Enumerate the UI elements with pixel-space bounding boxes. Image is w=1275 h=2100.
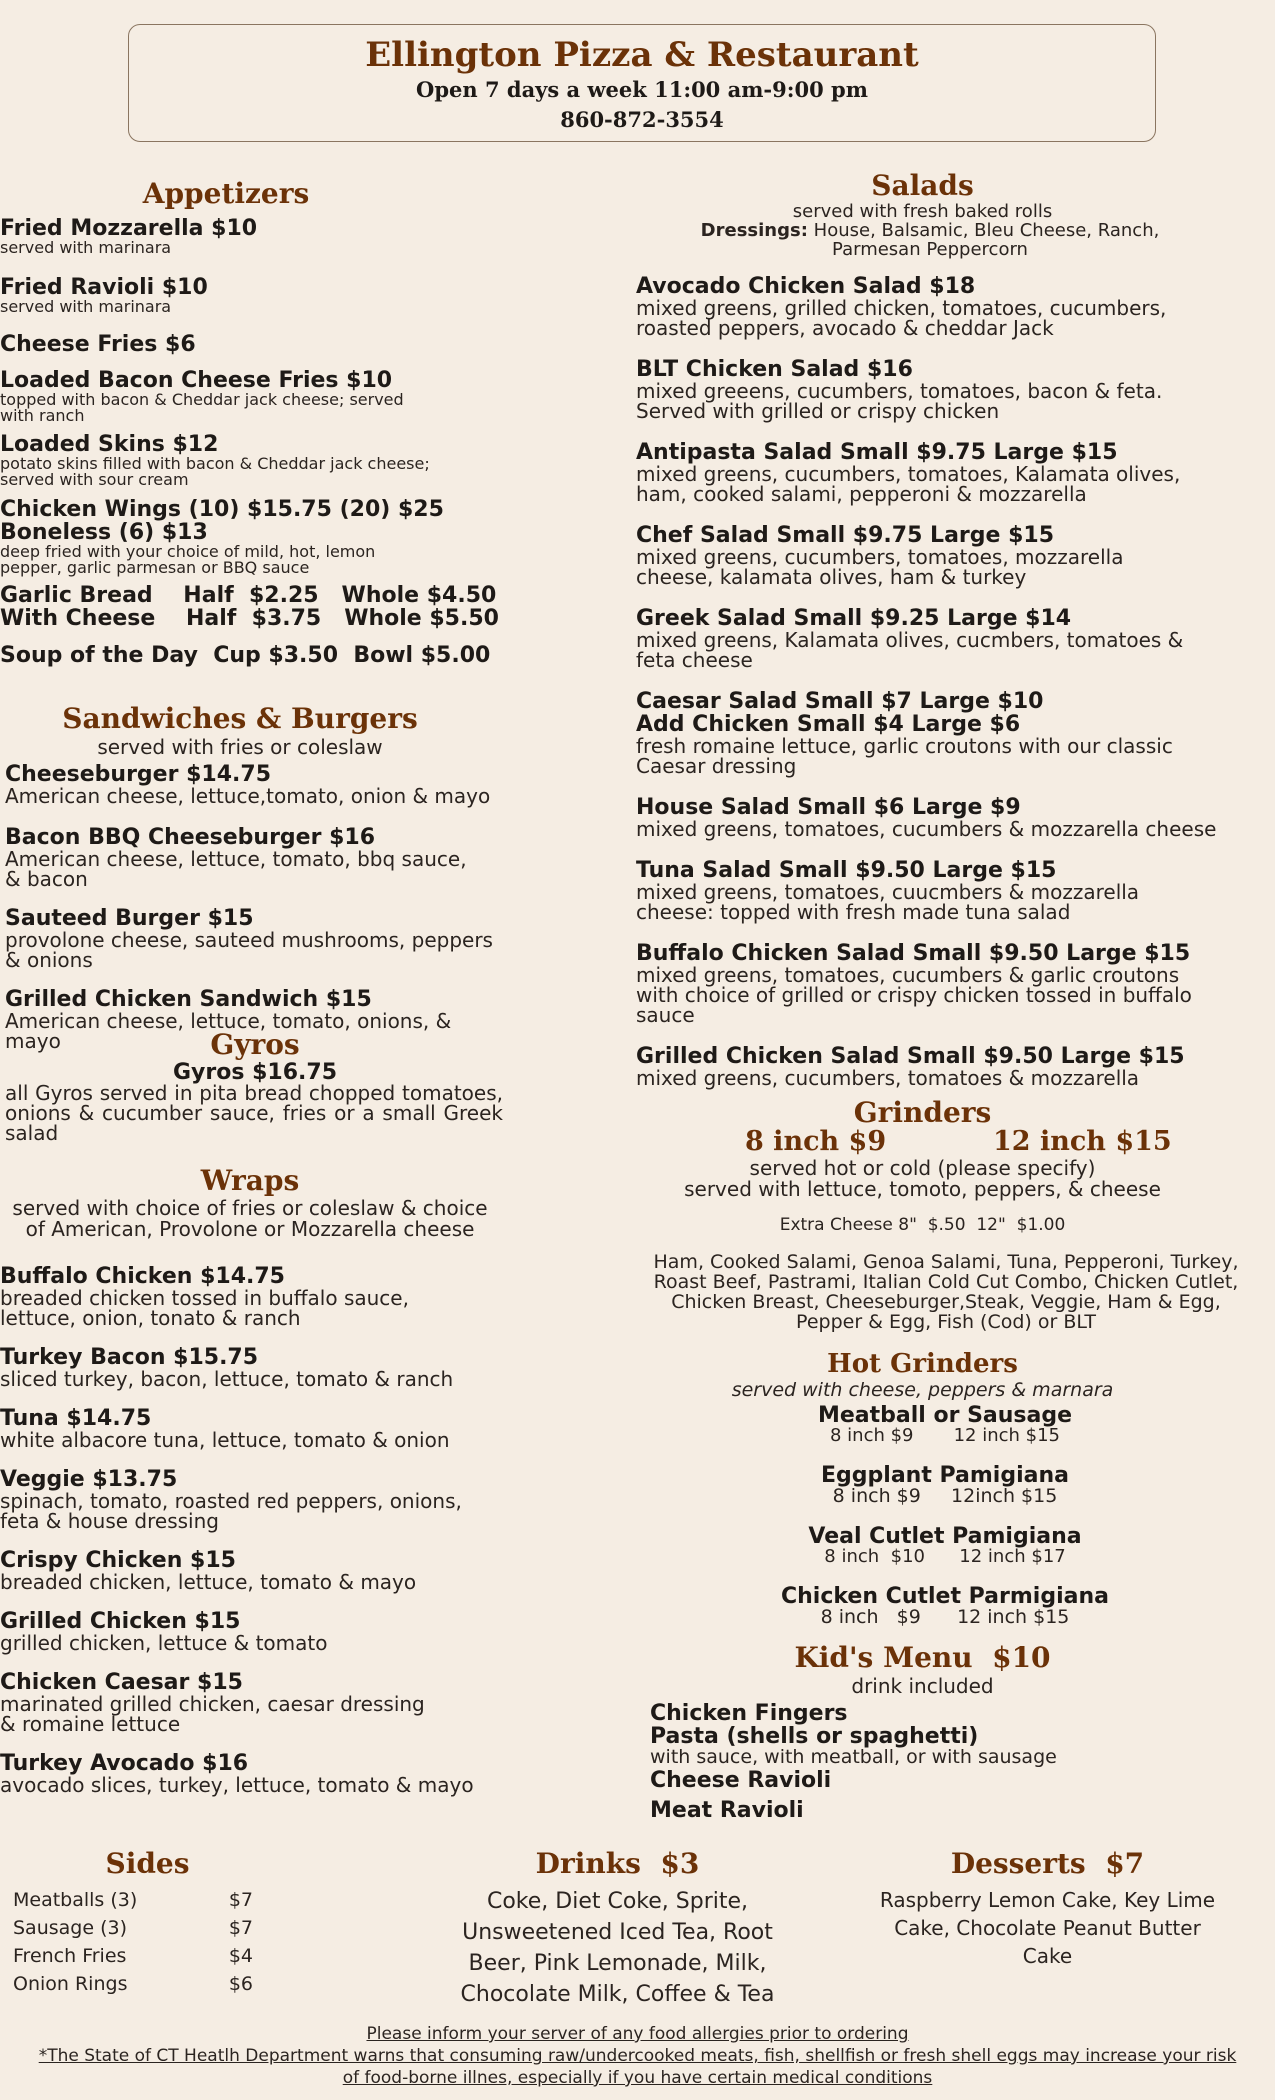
list-item — [0, 1407, 500, 1450]
salads-subtitle: served with fresh baked rolls — [792, 201, 1053, 222]
item-name: Veggie $13.75 — [0, 1467, 178, 1492]
kids-subtitle: drink included — [851, 1674, 994, 1698]
item-name: Garlic Bread Half $2.25 Whole $4.50 — [0, 583, 497, 608]
item-name-secondary: With Cheese Half $3.75 Whole $5.50 — [0, 606, 499, 631]
desserts-title: Desserts $7 — [950, 1847, 1145, 1880]
list-item — [636, 1045, 1236, 1088]
grinders-line1: served hot or cold (please specify) — [749, 1156, 1096, 1180]
item-name: Turkey Bacon $15.75 — [0, 1345, 259, 1370]
item-name: House Salad Small $6 Large $9 — [636, 795, 1021, 820]
item-description: mixed greeens, cucumbers, tomatoes, bacon & feta. Served with grilled or crispy chicken — [636, 379, 1163, 423]
item-name: Grilled Chicken Sandwich $15 — [5, 987, 372, 1012]
list-item — [0, 498, 470, 576]
item-description: served with marinara — [0, 297, 172, 316]
list-item: Meat Ravioli — [650, 1798, 804, 1823]
item-price: 8 inch $9 12inch $15 — [832, 1485, 1058, 1507]
list-item — [0, 217, 470, 256]
item-name: Antipasta Salad Small $9.75 Large $15 — [636, 440, 1118, 465]
grinders-extra-cheese: Extra Cheese 8" $.50 12" $1.00 — [779, 1215, 1066, 1235]
item-price: $6 — [228, 1973, 253, 1995]
item-description: breaded chicken tossed in buffalo sauce, lettuce, onion, tonato & ranch — [0, 1286, 409, 1330]
list-item — [13, 1970, 253, 1998]
item-name: BLT Chicken Salad $16 — [636, 357, 913, 382]
list-item — [0, 643, 491, 668]
item-price: $7 — [228, 1917, 253, 1939]
item-description: mixed greens, tomatoes, cuucmbers & mozzarella cheese: topped with fresh made tuna salad — [636, 880, 1140, 924]
list-item — [5, 826, 500, 889]
item-name: French Fries — [13, 1945, 127, 1967]
item-name: Meatballs (3) — [13, 1889, 138, 1911]
drinks-title: Drinks $3 — [535, 1847, 700, 1880]
list-item — [636, 942, 1236, 1025]
list-item — [0, 333, 470, 356]
grinders-size-large: 12 inch $15 — [993, 1126, 1172, 1157]
item-name: Sausage (3) — [13, 1917, 127, 1939]
list-item — [0, 1468, 500, 1531]
item-description: mixed greens, grilled chicken, tomatoes, cucumbers, roasted peppers, avocado & cheddar Jack — [636, 296, 1167, 340]
desserts-list: Raspberry Lemon Cake, Key Lime Cake, Chocolate Peanut Butter Cake — [879, 1888, 1216, 1968]
item-name: Cheese Fries $6 — [0, 332, 196, 357]
hot-grinders-list — [780, 1404, 1110, 1627]
list-item: Pasta (shells or spaghetti) — [650, 1724, 979, 1749]
list-item — [0, 433, 470, 488]
item-name: Avocado Chicken Salad $18 — [636, 274, 976, 299]
salads-title: Salads — [871, 169, 974, 202]
phone-number: 860-872-3554 — [560, 107, 724, 132]
item-description: mixed greens, tomatoes, cucumbers & mozzarella cheese — [636, 817, 1217, 841]
list-item: Chicken Fingers — [650, 1701, 848, 1726]
list-item — [0, 369, 470, 424]
item-name: Chicken Caesar $15 — [0, 1670, 243, 1695]
item-name: Chef Salad Small $9.75 Large $15 — [636, 523, 1055, 548]
restaurant-name: Ellington Pizza & Restaurant — [365, 35, 919, 75]
item-name: Meatball or Sausage — [817, 1403, 1073, 1428]
item-description: American cheese, lettuce, tomato, onions, & mayo — [5, 1009, 452, 1053]
item-name: Caesar Salad Small $7 Large $10 — [636, 689, 1044, 714]
item-price: 8 inch $9 12 inch $15 — [820, 1606, 1070, 1628]
list-item — [636, 796, 1236, 839]
list-item — [0, 583, 499, 631]
item-description: avocado slices, turkey, lettuce, tomato & mayo — [0, 1773, 474, 1797]
item-price: 8 inch $9 12 inch $15 — [830, 1425, 1060, 1446]
list-item — [636, 441, 1236, 504]
appetizers-title: Appetizers — [142, 177, 310, 210]
header-box — [128, 24, 1156, 142]
item-description: mixed greens, Kalamata olives, cucmbers, tomatoes & feta cheese — [636, 628, 1184, 672]
list-item — [636, 275, 1236, 338]
item-name: Eggplant Pamigiana — [821, 1463, 1069, 1488]
list-item — [780, 1525, 1110, 1566]
grinders-line2: served with lettuce, tomoto, peppers, & cheese — [684, 1177, 1161, 1201]
item-name: Turkey Avocado $16 — [0, 1751, 249, 1776]
item-description: deep fried with your choice of mild, hot, lemon pepper, garlic parmesan or BBQ sauce — [0, 542, 376, 577]
item-name: Onion Rings — [13, 1973, 128, 1995]
item-name: Cheeseburger $14.75 — [5, 762, 271, 787]
list-item — [636, 690, 1236, 776]
item-description: sliced turkey, bacon, lettuce, tomato & ranch — [0, 1367, 454, 1391]
item-name: Grilled Chicken Salad Small $9.50 Large $15 — [636, 1044, 1185, 1069]
hot-grinders-subtitle: served with cheese, peppers & marnara — [731, 1379, 1114, 1401]
item-name: Crispy Chicken $15 — [0, 1548, 236, 1573]
list-item — [780, 1585, 1110, 1627]
item-description: mixed greens, cucumbers, tomatoes, Kalamata olives, ham, cooked salami, pepperoni & mozzarella — [636, 462, 1181, 506]
item-name: Buffalo Chicken $14.75 — [0, 1264, 285, 1289]
salads-dressings — [660, 221, 1200, 259]
item-name: Soup of the Day Cup $3.50 Bowl $5.00 — [0, 643, 491, 668]
item-name: Buffalo Chicken Salad Small $9.50 Large $15 — [636, 941, 1191, 966]
sides-title: Sides — [105, 1847, 190, 1880]
item-description: American cheese, lettuce, tomato, bbq sauce, & bacon — [5, 847, 467, 891]
list-item — [780, 1464, 1110, 1506]
list-item — [5, 763, 500, 806]
item-name-secondary: Boneless (6) $13 — [0, 520, 208, 545]
item-name: Bacon BBQ Cheeseburger $16 — [5, 825, 376, 850]
item-name: Sauteed Burger $15 — [5, 906, 254, 931]
item-price: $7 — [228, 1889, 253, 1911]
sides-list — [13, 1886, 253, 1998]
sandwiches-list — [5, 763, 500, 1069]
item-price: 8 inch $10 12 inch $17 — [824, 1546, 1066, 1567]
list-item — [636, 524, 1236, 587]
list-item — [13, 1942, 253, 1970]
gyros-description: all Gyros served in pita bread chopped tomatoes, onions & cucumber sauce, fries or a small Greek salad — [5, 1081, 503, 1145]
list-item — [780, 1404, 1110, 1445]
wraps-subtitle: served with choice of fries or coleslaw & choice of American, Provolone or Mozzarella cheese — [12, 1196, 488, 1241]
item-name: Loaded Bacon Cheese Fries $10 — [0, 368, 393, 393]
wraps-title: Wraps — [200, 1164, 300, 1197]
opening-hours: Open 7 days a week 11:00 am-9:00 pm — [416, 77, 868, 102]
item-name: Veal Cutlet Pamigiana — [808, 1524, 1082, 1549]
item-description: grilled chicken, lettuce & tomato — [0, 1631, 328, 1655]
sandwiches-subtitle: served with fries or coleslaw — [97, 735, 383, 759]
allergy-notice: Please inform your server of any food allergies prior to ordering — [366, 2024, 909, 2044]
gyros-price: Gyros $16.75 — [172, 1060, 337, 1085]
item-name: Tuna Salad Small $9.50 Large $15 — [636, 858, 1057, 883]
wraps-list — [0, 1265, 500, 1813]
gyros-title: Gyros — [210, 1028, 300, 1061]
list-item — [0, 1346, 500, 1389]
kids-list — [650, 1702, 1250, 1822]
list-item — [636, 859, 1236, 922]
item-name: Tuna $14.75 — [0, 1406, 152, 1431]
dressings-label: Dressings: — [700, 220, 808, 241]
item-description: marinated grilled chicken, caesar dressing & romaine lettuce — [0, 1692, 425, 1736]
kids-title: Kid's Menu $10 — [794, 1641, 1051, 1674]
grinders-list: Ham, Cooked Salami, Genoa Salami, Tuna, Pepperoni, Turkey, Roast Beef, Pastrami, Italian Cold Cut Combo, Chicken Cutlet, Chicken Breast, Cheeseburger,Steak, Veggie, Ham & Egg, Pepper & Egg, Fish (Cod) or BLT — [653, 1251, 1239, 1333]
list-item — [0, 276, 470, 315]
list-item — [13, 1914, 253, 1942]
list-item — [636, 358, 1236, 421]
health-warning: *The State of CT Heatlh Department warns that consuming raw/undercooked meats, fish, shellfish or fresh shell eggs may increase your risk of food-borne illnes, especially if you have certain medical conditions — [38, 2046, 1237, 2088]
item-name: Loaded Skins $12 — [0, 432, 219, 457]
salads-list — [636, 275, 1236, 1106]
list-item — [0, 1610, 500, 1653]
item-description: American cheese, lettuce,tomato, onion & mayo — [5, 784, 491, 808]
item-price: $4 — [228, 1945, 253, 1967]
item-description: potato skins filled with bacon & Cheddar jack cheese; served with sour cream — [0, 454, 430, 489]
sandwiches-title: Sandwiches & Burgers — [62, 702, 418, 735]
item-description: fresh romaine lettuce, garlic croutons with our classic Caesar dressing — [636, 734, 1173, 778]
item-description: with sauce, with meatball, or with sausage — [650, 1746, 1057, 1768]
item-description: served with marinara — [0, 238, 172, 257]
list-item: Cheese Ravioli — [650, 1768, 832, 1793]
list-item — [0, 1752, 500, 1795]
hot-grinders-title: Hot Grinders — [827, 1349, 1018, 1379]
item-name: Fried Ravioli $10 — [0, 275, 208, 300]
item-description: mixed greens, cucumbers, tomatoes & mozzarella — [636, 1066, 1140, 1090]
item-name: Fried Mozzarella $10 — [0, 216, 258, 241]
item-description: breaded chicken, lettuce, tomato & mayo — [0, 1570, 417, 1594]
item-name: Chicken Wings (10) $15.75 (20) $25 — [0, 497, 444, 522]
list-item — [0, 1265, 500, 1328]
drinks-list: Coke, Diet Coke, Sprite, Unsweetened Iced Tea, Root Beer, Pink Lemonade, Milk, Chocolate Milk, Coffee & Tea — [460, 1889, 775, 2007]
item-description: white albacore tuna, lettuce, tomato & onion — [0, 1428, 450, 1452]
item-name: Chicken Cutlet Parmigiana — [781, 1584, 1109, 1609]
grinders-title: Grinders — [853, 1096, 992, 1129]
appetizers-list — [0, 216, 499, 685]
item-description: topped with bacon & Cheddar jack cheese; served with ranch — [0, 390, 404, 425]
item-name: Greek Salad Small $9.25 Large $14 — [636, 606, 1072, 631]
item-name-secondary: Add Chicken Small $4 Large $6 — [636, 712, 1021, 737]
list-item — [636, 607, 1236, 670]
item-name: Grilled Chicken $15 — [0, 1609, 241, 1634]
list-item — [0, 1549, 500, 1592]
item-description: spinach, tomato, roasted red peppers, onions, feta & house dressing — [0, 1489, 462, 1533]
list-item — [0, 1671, 500, 1734]
item-description: provolone cheese, sauteed mushrooms, peppers & onions — [5, 928, 493, 972]
item-description: mixed greens, tomatoes, cucumbers & garlic croutons with choice of grilled or crispy chicken tossed in buffalo sauce — [636, 963, 1192, 1027]
list-item — [5, 907, 500, 970]
item-description: mixed greens, cucumbers, tomatoes, mozzarella cheese, kalamata olives, ham & turkey — [636, 545, 1124, 589]
dressings-list: House, Balsamic, Bleu Cheese, Ranch, Parmesan Peppercorn — [813, 220, 1160, 260]
list-item — [13, 1886, 253, 1914]
grinders-size-small: 8 inch $9 — [745, 1126, 887, 1157]
